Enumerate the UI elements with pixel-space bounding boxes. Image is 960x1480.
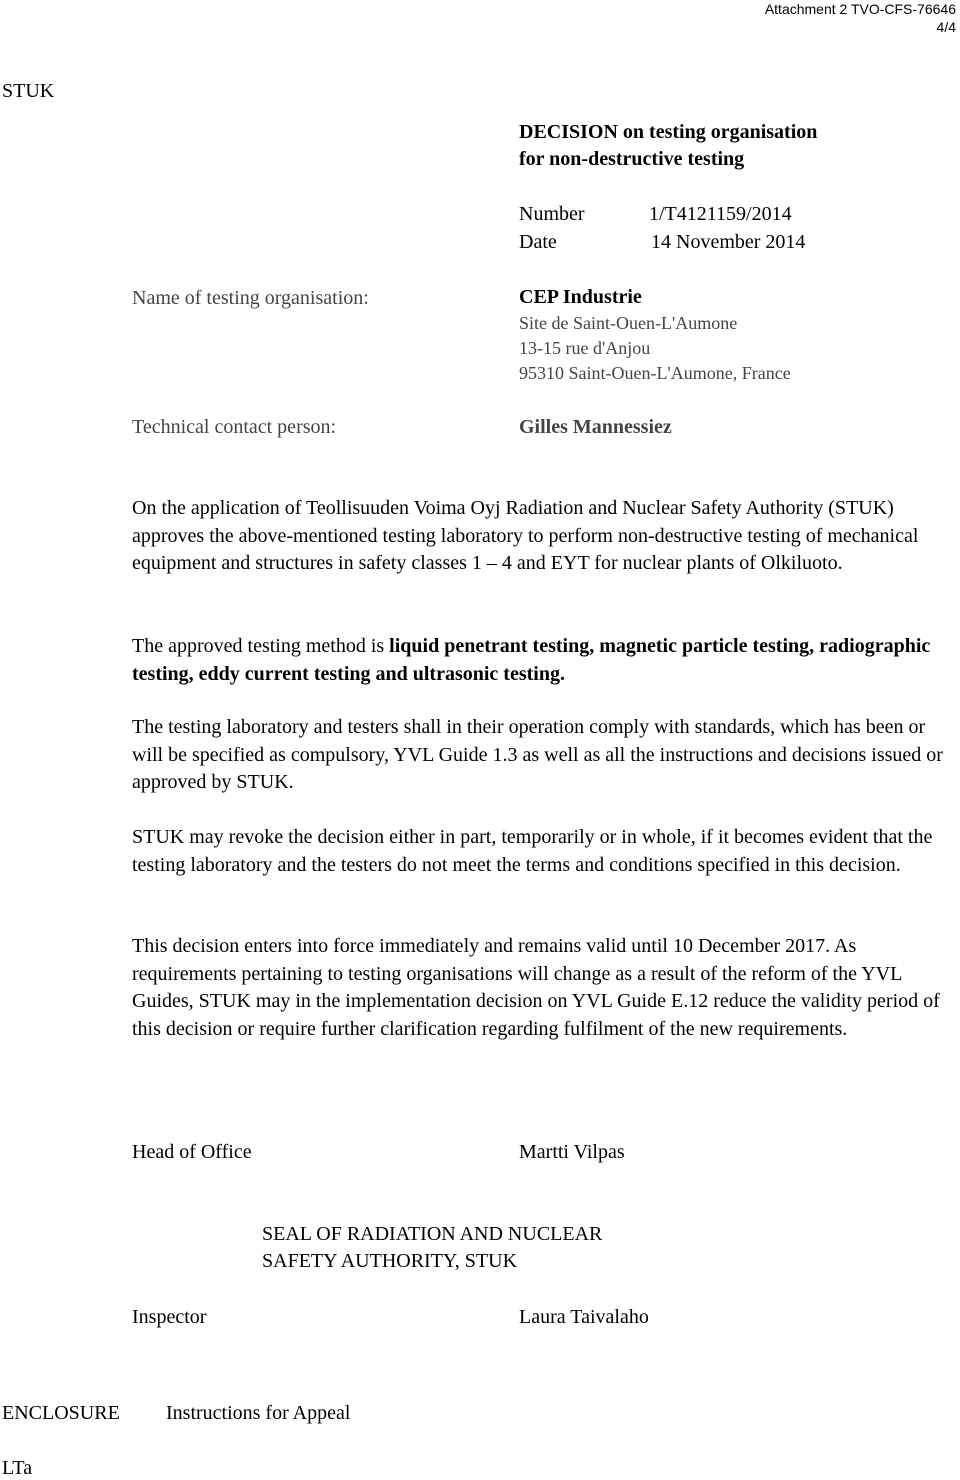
contact-name: Gilles Mannessiez [519, 416, 672, 438]
head-of-office-name: Martti Vilpas [519, 1141, 625, 1163]
organisation-address-line: 95310 Saint-Ouen-L'Aumone, France [519, 363, 791, 383]
organisation-address-line: 13-15 rue d'Anjou [519, 338, 651, 358]
seal-text-line1: SEAL OF RADIATION AND NUCLEAR [262, 1223, 603, 1245]
inspector-label: Inspector [132, 1306, 207, 1328]
date-label: Date [519, 231, 557, 253]
approved-methods-intro: The approved testing method is [132, 635, 390, 657]
enclosure-label: ENCLOSURE [2, 1402, 120, 1424]
approved-methods-list: liquid penetrant testing, magnetic particle testing, radiographic testing, eddy current testing and ultrasonic testing. [132, 635, 931, 685]
author-initials: LTa [2, 1457, 33, 1479]
decision-title-line2: for non-destructive testing [519, 148, 745, 170]
date-value: 14 November 2014 [651, 231, 806, 253]
approval-paragraph: On the application of Teollisuuden Voima Oyj Radiation and Nuclear Safety Authority (STUK) approves the above-mentioned testing laboratory to perform non-destructive testing of mechanical equipment and structures in safety classes 1 – 4 and EYT for nuclear plants of Olkiluoto. [132, 497, 919, 574]
enclosure-value: Instructions for Appeal [166, 1402, 351, 1424]
page-number: 4/4 [936, 19, 956, 35]
number-value: 1/T4121159/2014 [649, 203, 792, 225]
compliance-paragraph: The testing laboratory and testers shall in their operation comply with standards, which has been or will be specified as compulsory, YVL Guide 1.3 as well as all the instructions and decisions issued or approved by STUK. [132, 716, 943, 793]
validity-paragraph: This decision enters into force immediately and remains valid until 10 December 2017. As requirements pertaining to testing organisations will change as a result of the reform of the YVL Guides, STUK may in the implementation decision on YVL Guide E.12 reduce the validity period of this decision or require further clarification regarding fulfilment of the new requirements. [132, 935, 940, 1040]
seal-text-line2: SAFETY AUTHORITY, STUK [262, 1250, 518, 1272]
organisation-label: Name of testing organisation: [132, 287, 369, 309]
number-label: Number [519, 203, 585, 225]
approved-methods-paragraph [132, 633, 954, 688]
inspector-name: Laura Taivalaho [519, 1306, 649, 1328]
head-of-office-label: Head of Office [132, 1141, 252, 1163]
contact-label: Technical contact person: [132, 416, 337, 438]
authority-name: STUK [2, 80, 55, 102]
revocation-paragraph: STUK may revoke the decision either in part, temporarily or in whole, if it becomes evident that the testing laboratory and the testers do not meet the terms and conditions specified in this decision. [132, 826, 933, 876]
attachment-reference: Attachment 2 TVO-CFS-76646 [764, 1, 956, 17]
organisation-name: CEP Industrie [519, 286, 642, 308]
decision-title-line1: DECISION on testing organisation [519, 121, 818, 143]
organisation-address-line: Site de Saint-Ouen-L'Aumone [519, 313, 738, 333]
